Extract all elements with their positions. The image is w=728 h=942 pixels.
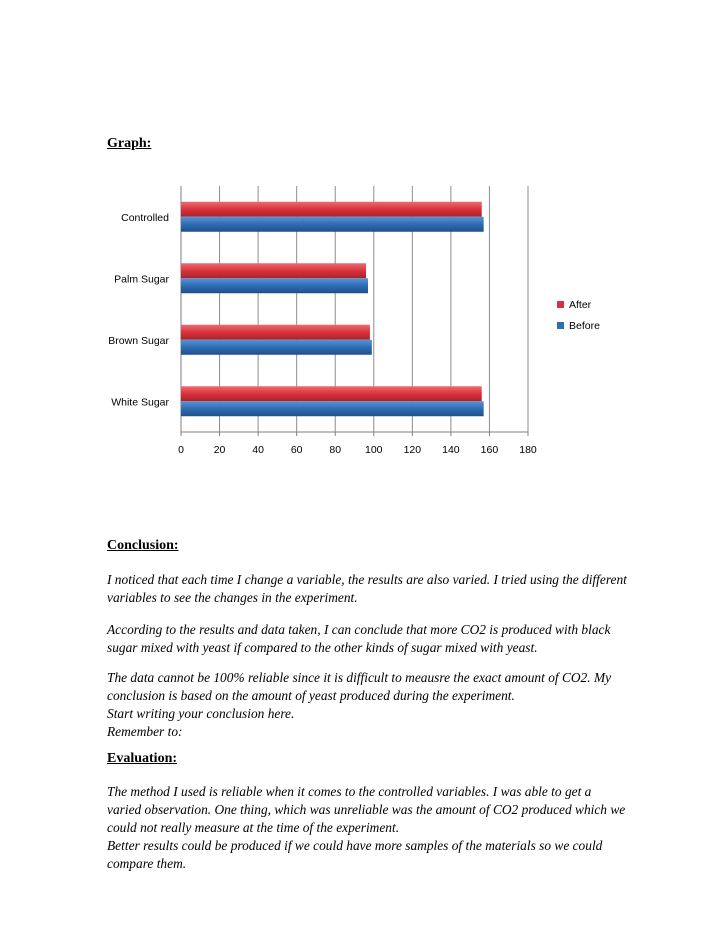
category-label: Palm Sugar <box>114 273 169 286</box>
conclusion-paragraph-1: I noticed that each time I change a variable, the results are also varied. I tried using the different variables to see the changes in the experiment. <box>107 572 627 605</box>
evaluation-heading: Evaluation: <box>107 751 178 766</box>
bar-before-palm-sugar <box>181 278 368 293</box>
bar-before-white-sugar <box>181 401 484 416</box>
x-tick-label: 80 <box>329 444 342 456</box>
x-tick-label: 180 <box>519 444 537 456</box>
category-label: Controlled <box>121 211 169 224</box>
bar-after-controlled <box>181 202 482 217</box>
x-tick-label: 140 <box>442 444 460 456</box>
bar-after-brown-sugar <box>181 325 370 340</box>
bar-chart <box>100 180 600 465</box>
conclusion-heading: Conclusion: <box>107 538 179 553</box>
bar-before-brown-sugar <box>181 340 372 355</box>
bar-after-palm-sugar <box>181 263 366 278</box>
evaluation-paragraph: The method I used is reliable when it comes to the controlled variables. I was able to get a varied observation. One thing, which was unreliable was the amount of CO2 produced which we could not really measure at the time of the experiment. Better results could be produced if we could have more samples of the materials so we could compare them. <box>107 784 626 871</box>
bar-after-white-sugar <box>181 386 482 401</box>
category-label: Brown Sugar <box>108 334 169 347</box>
x-tick-label: 60 <box>290 444 303 456</box>
conclusion-paragraph-3: The data cannot be 100% reliable since it is difficult to meausre the exact amount of CO2. My conclusion is based on the amount of yeast produced during the experiment. Start writing your conclusion here. Remember to: <box>107 670 612 739</box>
chart-bars <box>181 202 484 417</box>
x-tick-label: 0 <box>178 444 184 456</box>
x-tick-label: 160 <box>480 444 499 456</box>
conclusion-paragraph-2: According to the results and data taken, I can conclude that more CO2 is produced with black sugar mixed with yeast if compared to the other kinds of sugar mixed with yeast. <box>107 622 611 655</box>
x-tick-label: 20 <box>213 444 226 456</box>
bar-before-controlled <box>181 217 484 232</box>
graph-heading: Graph: <box>107 136 152 151</box>
legend-label-after: After <box>569 299 592 311</box>
x-tick-label: 120 <box>403 444 422 456</box>
legend-swatch-before <box>557 322 564 329</box>
x-tick-label: 40 <box>252 444 264 456</box>
legend-swatch-after <box>557 301 564 308</box>
chart-legend <box>557 299 600 332</box>
x-tick-label: 100 <box>365 444 383 456</box>
category-label: White Sugar <box>111 396 169 409</box>
legend-label-before: Before <box>569 320 600 332</box>
